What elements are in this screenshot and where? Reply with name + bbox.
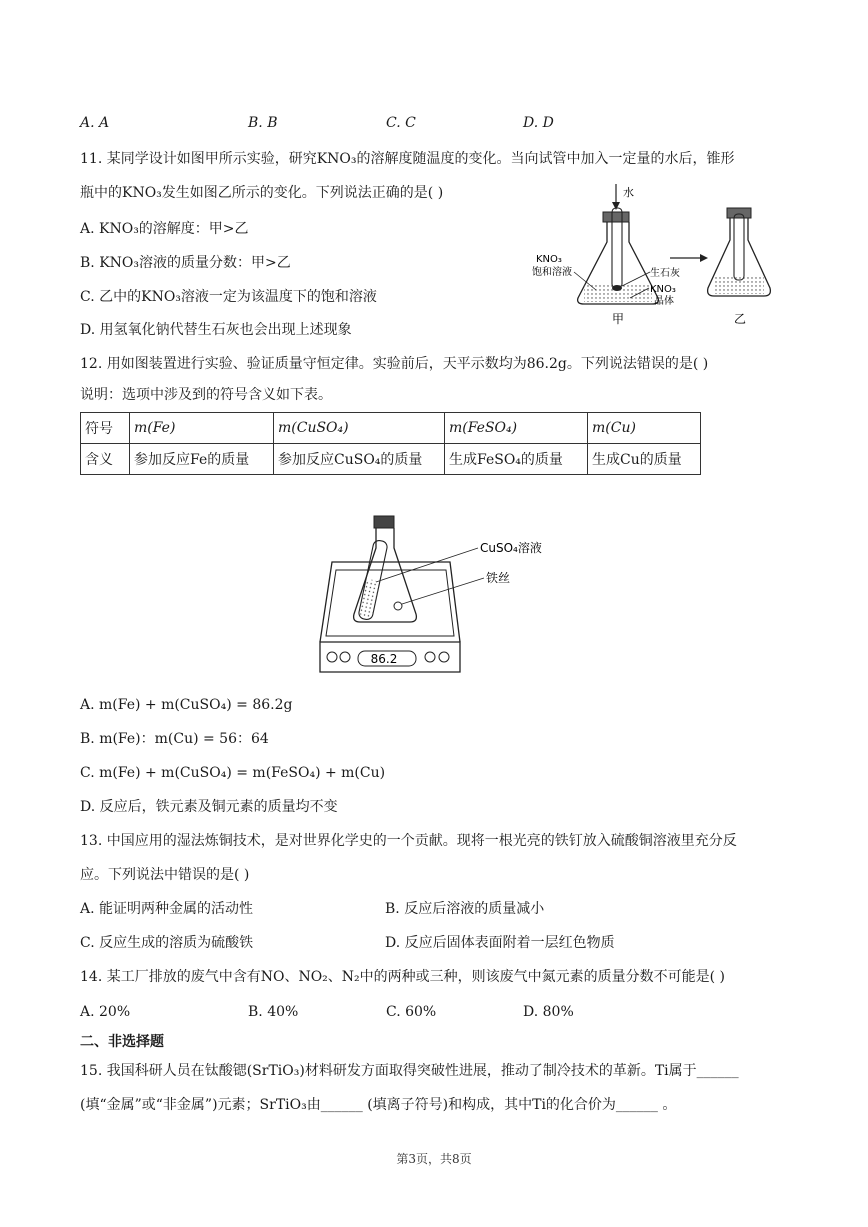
transition-arrow-head	[700, 254, 708, 262]
yi-label: 乙	[734, 312, 747, 326]
q12-option-b: B. m(Fe)：m(Cu) = 56：64	[80, 731, 269, 747]
table-cell: 生成FeSO₄的质量	[445, 444, 588, 475]
table-cell: 生成Cu的质量	[588, 444, 701, 475]
balance-pan-inner	[326, 570, 454, 636]
table-cell: 参加反应Fe的质量	[130, 444, 274, 475]
q15-stem-line2: (填“金属”或“非金属”)元素；SrTiO₃由______ (填离子符号)和构成，其中Ti的化合价为______ 。	[80, 1097, 677, 1113]
q13-option-c: C. 反应生成的溶质为硫酸铁	[80, 935, 254, 951]
flask-stopper	[374, 516, 394, 528]
q14-stem-line1: 14. 某工厂排放的废气中含有NO、NO₂、N₂中的两种或三种，则该废气中氮元素的质量分数不可能是( )	[80, 969, 726, 985]
water-label: 水	[623, 186, 634, 199]
section-title: 二、非选择题	[80, 1034, 164, 1050]
table-cell: 含义	[81, 444, 130, 475]
q10-option-b: B. B	[248, 115, 278, 131]
q11-option-a: A. KNO₃的溶解度：甲>乙	[80, 221, 249, 237]
q13-option-b: B. 反应后溶液的质量减小	[385, 901, 545, 917]
jia-stopper	[603, 212, 629, 222]
balance-button-2	[340, 652, 350, 662]
crystal-label-1: KNO₃	[650, 284, 676, 295]
q11-stem-line2: 瓶中的KNO₃发生如图乙所示的变化。下列说法正确的是( )	[80, 185, 444, 201]
cuso4-pointer	[376, 548, 478, 582]
q13-stem-line2: 应。下列说法中错误的是( )	[80, 867, 250, 883]
symbol-table	[80, 412, 701, 475]
yi-solution	[714, 276, 764, 294]
saturated-solution-label: 饱和溶液	[532, 267, 572, 278]
yi-stopper	[727, 208, 751, 218]
q14-option-a: A. 20%	[80, 1004, 131, 1020]
q13-option-a: A. 能证明两种金属的活动性	[80, 901, 254, 917]
balance-display-value: 86.2	[370, 652, 398, 666]
jia-lime	[612, 285, 622, 291]
table-row	[81, 413, 701, 444]
q12-note: 说明：选项中涉及到的符号含义如下表。	[80, 387, 332, 403]
q15-stem-line1: 15. 我国科研人员在钛酸锶(SrTiO₃)材料研发方面取得突破性进展，推动了制冷技术的革新。Ti属于______	[80, 1063, 739, 1079]
balance-button-4	[439, 652, 449, 662]
jia-label: 甲	[612, 312, 625, 326]
q14-option-c: C. 60%	[386, 1004, 437, 1020]
page-footer: 第3页，共8页	[396, 1152, 472, 1166]
lime-pointer	[622, 272, 650, 286]
q11-option-c: C. 乙中的KNO₃溶液一定为该温度下的饱和溶液	[80, 289, 377, 305]
lime-label: 生石灰	[650, 268, 680, 279]
q12-option-d: D. 反应后，铁元素及铜元素的质量均不变	[80, 799, 338, 815]
q12-option-c: C. m(Fe) + m(CuSO₄) = m(FeSO₄) + m(Cu)	[80, 765, 386, 781]
q12-figure	[310, 510, 570, 680]
q14-option-b: B. 40%	[248, 1004, 299, 1020]
kno3-label: KNO₃	[536, 254, 562, 265]
table-cell: m(Cu)	[588, 413, 701, 444]
table-cell: m(FeSO₄)	[445, 413, 588, 444]
crystal-label-2: 晶体	[654, 296, 674, 307]
table-row	[81, 444, 701, 475]
q13-option-d: D. 反应后固体表面附着一层红色物质	[385, 935, 615, 951]
cuso4-label: CuSO₄溶液	[480, 541, 542, 555]
q11-stem-line1: 11. 某同学设计如图甲所示实验，研究KNO₃的溶解度随温度的变化。当向试管中加入一定量的水后，锥形	[80, 151, 735, 167]
q12-option-a: A. m(Fe) + m(CuSO₄) = 86.2g	[80, 697, 293, 713]
table-cell: 符号	[81, 413, 130, 444]
iron-wire	[394, 602, 402, 610]
q11-figure	[530, 180, 790, 335]
q12-stem-line1: 12. 用如图装置进行实验、验证质量守恒定律。实验前后，天平示数均为86.2g。下列说法错误的是( )	[80, 356, 709, 372]
table-cell: m(CuSO₄)	[274, 413, 445, 444]
wire-pointer	[402, 578, 484, 604]
q13-stem-line1: 13. 中国应用的湿法炼铜技术，是对世界化学史的一个贡献。现将一根光亮的铁钉放入硫酸铜溶液里充分反	[80, 833, 737, 849]
q14-option-d: D. 80%	[523, 1004, 574, 1020]
yi-test-tube	[734, 214, 744, 280]
table-cell: m(Fe)	[130, 413, 274, 444]
balance-button-1	[327, 652, 337, 662]
table-cell: 参加反应CuSO₄的质量	[274, 444, 445, 475]
q10-option-c: C. C	[386, 115, 416, 131]
balance-button-3	[425, 652, 435, 662]
q10-option-a: A. A	[80, 115, 110, 131]
q11-option-d: D. 用氢氧化钠代替生石灰也会出现上述现象	[80, 322, 352, 338]
q11-option-b: B. KNO₃溶液的质量分数：甲>乙	[80, 255, 291, 271]
balance-pan	[320, 562, 460, 642]
q10-option-d: D. D	[523, 115, 554, 131]
wire-label: 铁丝	[486, 571, 511, 585]
